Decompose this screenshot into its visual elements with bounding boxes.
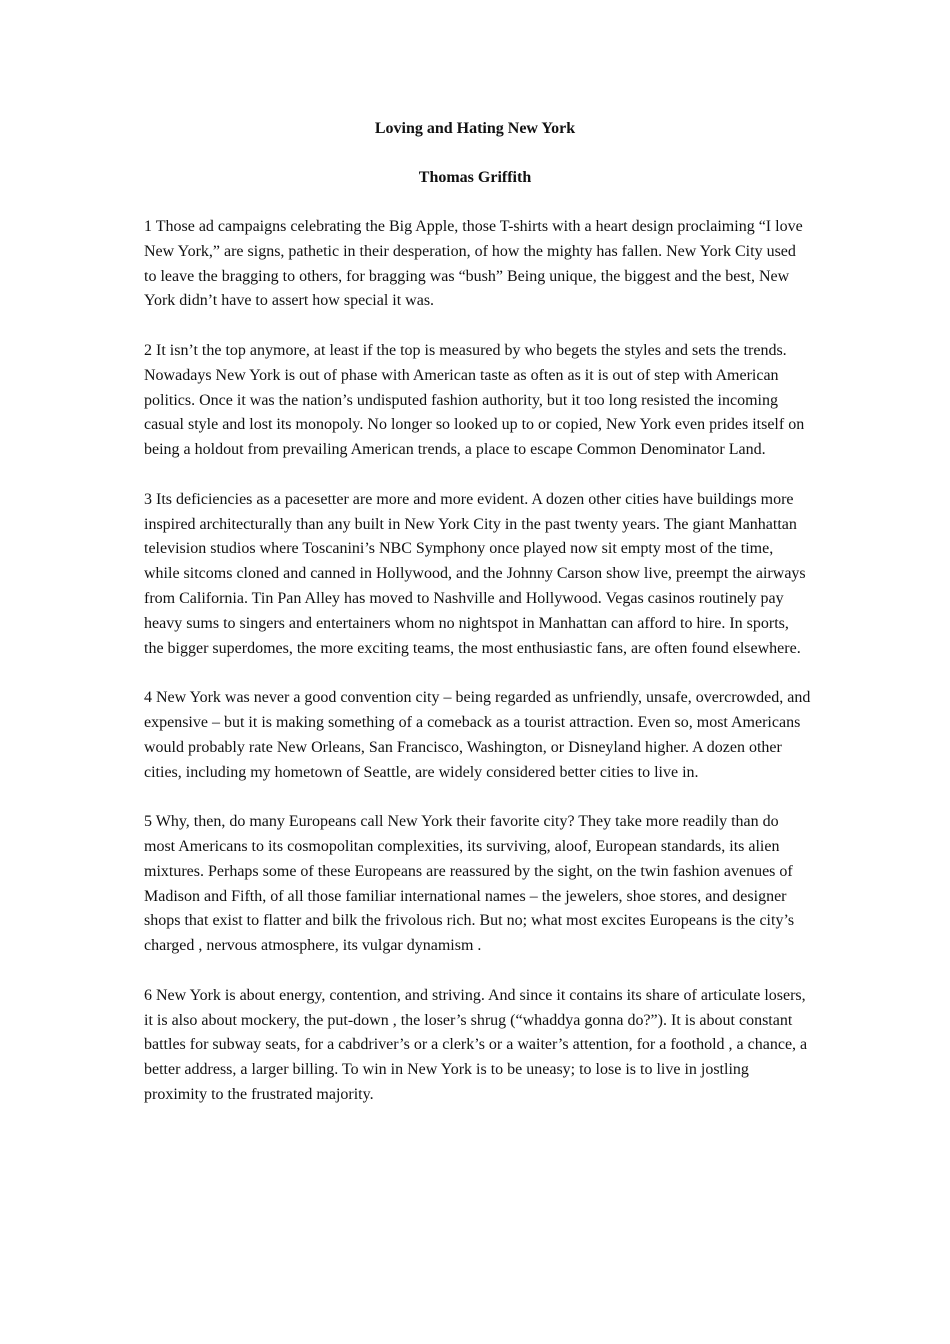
paragraph-2: 2 It isn’t the top anymore, at least if the top is measured by who begets the styles and sets the trends. Nowadays New York is out of phase with American taste as often as it is out of step with American politics. Once it was the nation’s undisputed fashion authority, but it too long resisted the incoming casual style and lost its monopoly. No longer so looked up to or copied, New York even prides itself on being a holdout from prevailing American trends, a place to escape Common Denominator Land. — [144, 341, 805, 459]
document-body — [144, 215, 812, 1132]
paragraph-4: 4 New York was never a good convention city – being regarded as unfriendly, unsafe, overcrowded, and expensive – but it is making something of a comeback as a tourist attraction. Even so, most Americans would probably rate New Orleans, San Francisco, Washington, or Disneyland higher. A dozen other cities, including my hometown of Seattle, are widely considered better cities to live in. — [144, 689, 811, 781]
document-author: Thomas Griffith — [418, 169, 532, 186]
document-title: Loving and Hating New York — [374, 120, 576, 137]
paragraph-3: 3 Its deficiencies as a pacesetter are more and more evident. A dozen other cities have buildings more inspired architecturally than any built in New York City in the past twenty years. The giant Manhattan television studios where Toscanini’s NBC Symphony once played now sit empty most of the time, while sitcoms cloned and canned in Hollywood, and the Johnny Carson show live, preempt the airways from California. Tin Pan Alley has moved to Nashville and Hollywood. Vegas casinos routinely pay heavy sums to singers and entertainers whom no nightspot in Manhattan can afford to hire. In sports, the bigger superdomes, the more exciting teams, the most enthusiastic fans, are often found elsewhere. — [144, 490, 806, 657]
paragraph-6: 6 New York is about energy, contention, and striving. And since it contains its share of articulate losers, it is also about mockery, the put-down , the loser’s shrug (“whaddya gonna do?”). It is about constant battles for subway seats, for a cabdriver’s or a clerk’s or a waiter’s attention, for a foothold , a chance, a better address, a larger billing. To win in New York is to be uneasy; to lose is to live in jostling proximity to the frustrated majority. — [144, 986, 808, 1103]
paragraph-5: 5 Why, then, do many Europeans call New York their favorite city? They take more readily than do most Americans to its cosmopolitan complexities, its surviving, aloof, European standards, its alien mixtures. Perhaps some of these Europeans are reassured by the sight, on the twin fashion avenues of Madison and Fifth, of all those familiar international names – the jewelers, shoe stores, and designer shops that exist to flatter and bilk the frivolous rich. But no; what most excites Europeans is the city’s charged , nervous atmosphere, its vulgar dynamism . — [144, 813, 795, 955]
paragraph-1: 1 Those ad campaigns celebrating the Big Apple, those T-shirts with a heart design proclaiming “I love New York,” are signs, pathetic in their desperation, of how the mighty has fallen. New York City used to leave the bragging to others, for bragging was “bush” Being unique, the biggest and the best, New York didn’t have to assert how special it was. — [144, 218, 803, 310]
